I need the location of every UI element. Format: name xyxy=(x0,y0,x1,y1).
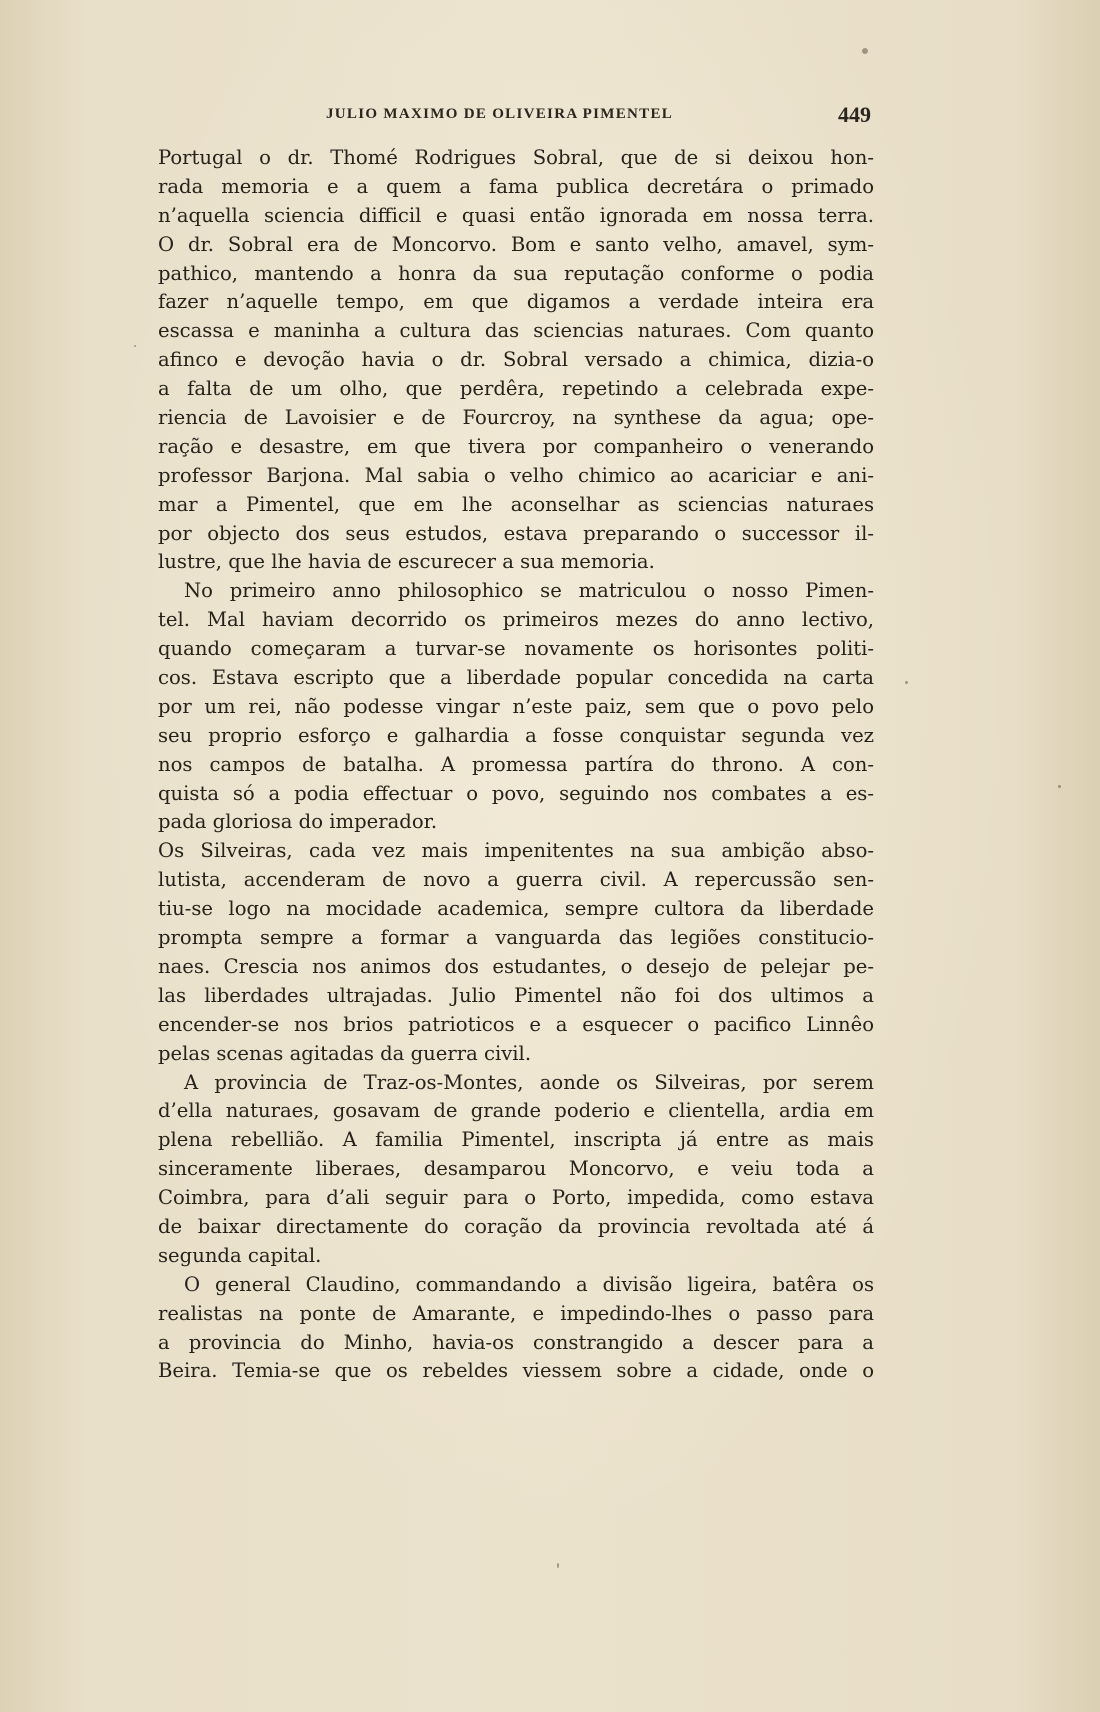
text-line: naes. Crescia nos animos dos estudantes, o desejo de pelejar pe- xyxy=(158,954,874,978)
paragraph-start-line: A provincia de Traz-os-Montes, aonde os Silveiras, por serem xyxy=(184,1070,874,1094)
text-line: por um rei, não podesse vingar n’este paiz, sem que o povo pelo xyxy=(158,694,874,718)
paragraph-end-line: pelas scenas agitadas da guerra civil. xyxy=(158,1041,532,1065)
text-line: Coimbra, para d’ali seguir para o Porto, impedida, como estava xyxy=(158,1186,874,1210)
paragraph-end-line: segunda capital. xyxy=(158,1243,322,1267)
paragraph-start-line: O general Claudino, commandando a divisão ligeira, batêra os xyxy=(184,1272,874,1296)
text-line: a provincia do Minho, havia-os constrangido a descer para a xyxy=(158,1330,874,1354)
text-line: escassa e maninha a cultura das sciencias naturaes. Com quanto xyxy=(158,319,874,343)
text-line: de baixar directamente do coração da provincia revoltada até á xyxy=(158,1214,874,1238)
page-number: 449 xyxy=(838,102,871,127)
text-line: professor Barjona. Mal sabia o velho chimico ao acariciar e ani- xyxy=(158,463,874,487)
paper-speck xyxy=(557,1563,559,1568)
text-line: O dr. Sobral era de Moncorvo. Bom e santo velho, amavel, sym- xyxy=(158,232,874,256)
text-line: realistas na ponte de Amarante, e impedindo-lhes o passo para xyxy=(158,1301,874,1325)
text-line: n’aquella sciencia difficil e quasi então ignorada em nossa terra. xyxy=(158,203,874,227)
text-line: Beira. Temia-se que os rebeldes viessem sobre a cidade, onde o xyxy=(158,1359,874,1383)
text-line: nos campos de batalha. A promessa partíra do throno. A con- xyxy=(158,752,874,776)
text-line: plena rebellião. A familia Pimentel, inscripta já entre as mais xyxy=(158,1128,874,1152)
text-line: seu proprio esforço e galhardia a fosse conquistar segunda vez xyxy=(158,723,874,747)
text-line: tel. Mal haviam decorrido os primeiros mezes do anno lectivo, xyxy=(158,608,874,632)
text-line: a falta de um olho, que perdêra, repetindo a celebrada expe- xyxy=(158,377,874,401)
text-line: fazer n’aquelle tempo, em que digamos a verdade inteira era xyxy=(158,290,874,314)
text-line: Portugal o dr. Thomé Rodrigues Sobral, que de si deixou hon- xyxy=(158,146,874,169)
text-line: sinceramente liberaes, desamparou Moncorvo, e veiu toda a xyxy=(158,1157,874,1181)
paragraph-end-line: pada gloriosa do imperador. xyxy=(158,810,438,834)
text-line: encender-se nos brios patrioticos e a esquecer o pacifico Linnêo xyxy=(158,1012,874,1036)
running-head xyxy=(158,100,873,130)
text-line: pathico, mantendo a honra da sua reputação conforme o podia xyxy=(158,261,874,285)
text-line: riencia de Lavoisier e de Fourcroy, na synthese da agua; ope- xyxy=(158,406,874,430)
text-line: prompta sempre a formar a vanguarda das legiões constitucio- xyxy=(158,926,874,950)
body-text xyxy=(158,144,874,1386)
paper-speck xyxy=(862,48,868,54)
paragraph-start-line: No primeiro anno philosophico se matriculou o nosso Pimen- xyxy=(184,579,874,603)
text-line: afinco e devoção havia o dr. Sobral versado a chimica, dizia-o xyxy=(158,348,874,372)
paragraph-start-line: Os Silveiras, cada vez mais impenitentes na sua ambição abso- xyxy=(158,839,874,863)
running-title: JULIO MAXIMO DE OLIVEIRA PIMENTEL xyxy=(326,106,674,122)
text-line: mar a Pimentel, que em lhe aconselhar as sciencias naturaes xyxy=(158,492,874,516)
text-line: las liberdades ultrajadas. Julio Pimentel não foi dos ultimos a xyxy=(158,983,874,1007)
text-line: quando começaram a turvar-se novamente os horisontes politi- xyxy=(158,637,874,661)
text-line: lutista, accenderam de novo a guerra civil. A repercussão sen- xyxy=(158,868,874,892)
text-line: rada memoria e a quem a fama publica decretára o primado xyxy=(158,174,874,198)
paper-speck xyxy=(905,681,908,684)
paper-speck xyxy=(134,345,136,347)
text-line: por objecto dos seus estudos, estava preparando o successor il- xyxy=(158,521,874,545)
paragraph-end-line: lustre, que lhe havia de escurecer a sua memoria. xyxy=(158,550,655,574)
text-line: tiu-se logo na mocidade academica, sempre cultora da liberdade xyxy=(158,897,874,921)
text-line: ração e desastre, em que tivera por companheiro o venerando xyxy=(158,434,874,458)
text-line: quista só a podia effectuar o povo, seguindo nos combates a es- xyxy=(158,781,874,805)
paper-speck xyxy=(1058,785,1061,788)
text-line: d’ella naturaes, gosavam de grande poderio e clientella, ardia em xyxy=(158,1099,874,1123)
text-line: cos. Estava escripto que a liberdade popular concedida na carta xyxy=(158,666,874,690)
